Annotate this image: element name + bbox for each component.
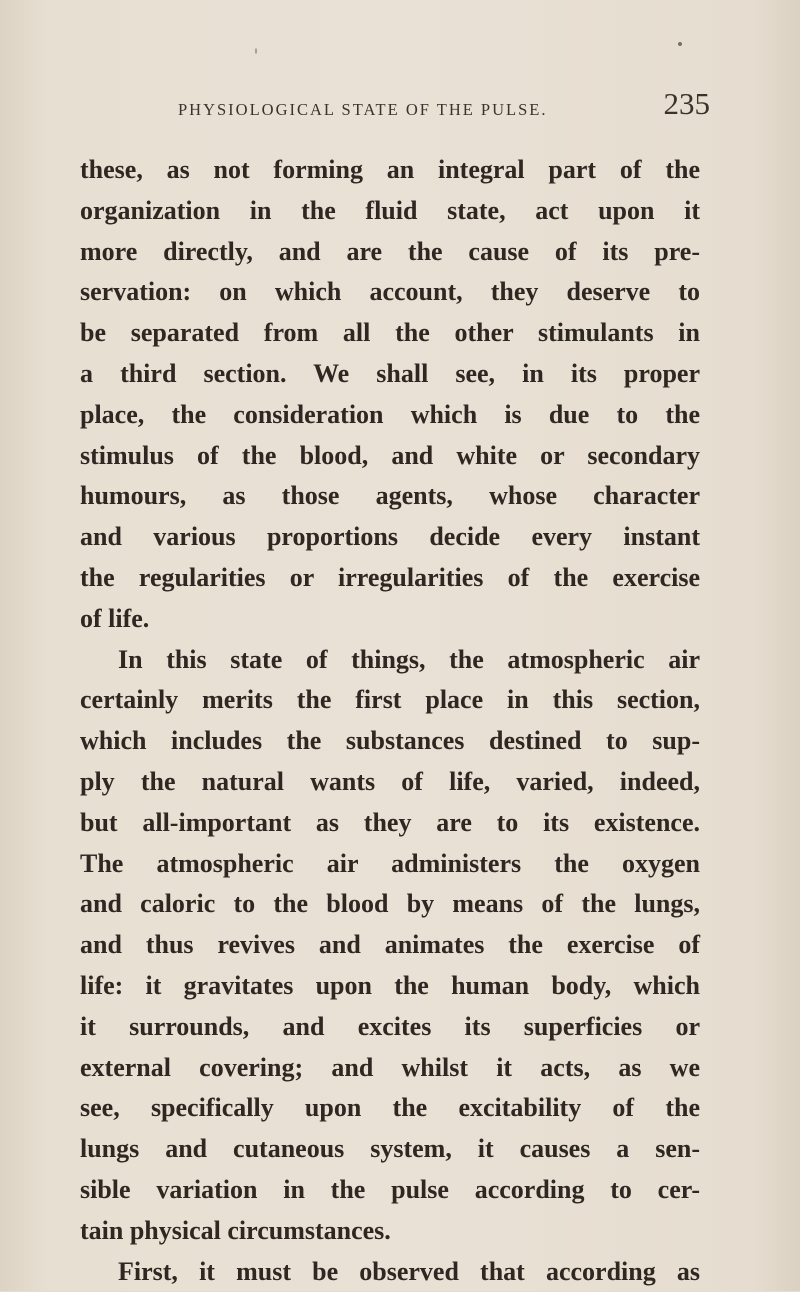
page-header: [178, 86, 714, 126]
text-line: servation: on which account, they deserve to: [80, 277, 700, 307]
text-line: and thus revives and animates the exercise of: [80, 930, 700, 960]
text-line: be separated from all the other stimulants in: [80, 318, 700, 348]
text-line: stimulus of the blood, and white or secondary: [80, 440, 700, 470]
text-line: which includes the substances destined to sup-: [80, 726, 700, 756]
text-line: ply the natural wants of life, varied, indeed,: [80, 766, 700, 796]
text-line: but all-important as they are to its existence.: [80, 807, 700, 837]
text-line: In this state of things, the atmospheric air: [118, 644, 700, 674]
paper-speck: [255, 48, 257, 54]
text-line: place, the consideration which is due to the: [80, 399, 700, 429]
text-line: the regularities or irregularities of the exercise: [80, 562, 700, 592]
body-text: [80, 150, 700, 1292]
text-line: organization in the fluid state, act upon it: [80, 195, 700, 225]
text-line: tain physical circumstances.: [80, 1215, 391, 1245]
text-line: more directly, and are the cause of its pre-: [80, 236, 700, 266]
text-line: external covering; and whilst it acts, as we: [80, 1052, 700, 1082]
text-line: see, specifically upon the excitability of the: [80, 1093, 700, 1123]
text-line: a third section. We shall see, in its proper: [80, 358, 700, 388]
paragraph: [80, 1252, 700, 1292]
text-line: First, it must be observed that according as: [118, 1256, 700, 1286]
text-line: lungs and cutaneous system, it causes a sen-: [80, 1134, 700, 1164]
text-line: these, as not forming an integral part of the: [80, 155, 700, 184]
running-head: PHYSIOLOGICAL STATE OF THE PULSE.: [178, 100, 548, 119]
text-line: it surrounds, and excites its superficies or: [80, 1011, 700, 1041]
paragraph: [80, 150, 700, 640]
text-line: The atmospheric air administers the oxygen: [80, 848, 700, 878]
text-line: and various proportions decide every instant: [80, 522, 700, 552]
text-line: and caloric to the blood by means of the lungs,: [80, 889, 700, 919]
paragraph: [80, 640, 700, 1252]
text-line: humours, as those agents, whose character: [80, 481, 700, 511]
page-number: 235: [663, 86, 710, 121]
text-line: of life.: [80, 603, 150, 633]
text-line: sible variation in the pulse according to cer-: [80, 1174, 700, 1204]
text-line: certainly merits the first place in this section,: [80, 685, 700, 715]
text-line: life: it gravitates upon the human body, which: [80, 970, 700, 1000]
paper-speck: [678, 42, 682, 46]
